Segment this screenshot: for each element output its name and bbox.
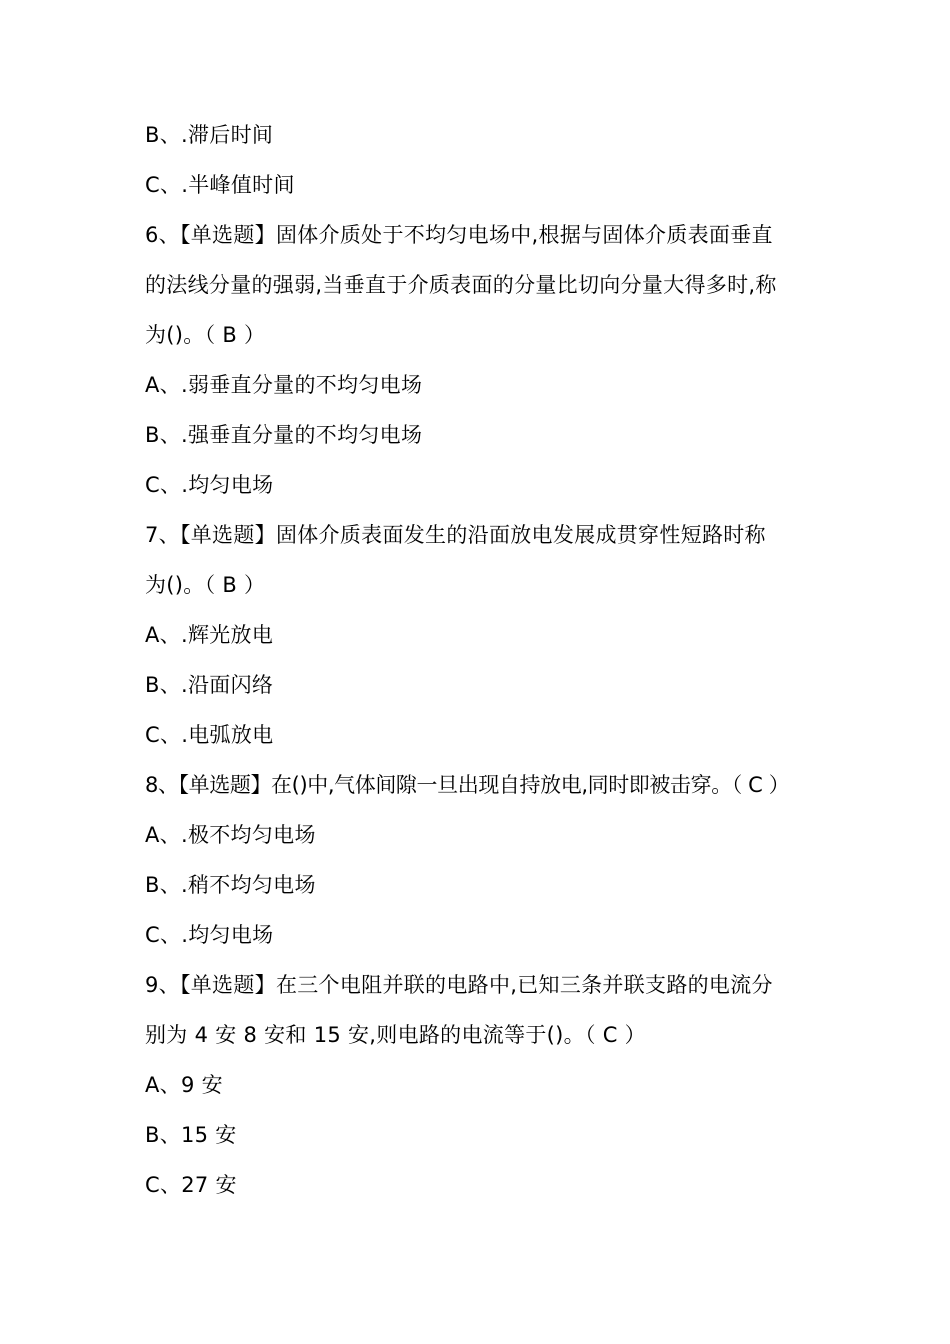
option-c-q8: C、.均匀电场 [145, 923, 274, 947]
option-c-q6: C、.均匀电场 [145, 473, 274, 497]
question-6-line-2: 的法线分量的强弱,当垂直于介质表面的分量比切向分量大得多时,称 [145, 273, 777, 297]
question-9-line-2: 别为 4 安 8 安和 15 安,则电路的电流等于()。（ C ） [145, 1023, 646, 1047]
option-a-q8: A、.极不均匀电场 [145, 823, 316, 847]
question-7-line-2: 为()。（ B ） [145, 573, 266, 597]
option-c-q5: C、.半峰值时间 [145, 173, 295, 197]
option-b-q8: B、.稍不均匀电场 [145, 873, 316, 897]
question-6-line-1: 6、【单选题】固体介质处于不均匀电场中,根据与固体介质表面垂直 [145, 223, 773, 247]
option-b-q9: B、15 安 [145, 1123, 237, 1147]
question-7-line-1: 7、【单选题】固体介质表面发生的沿面放电发展成贯穿性短路时称 [145, 523, 766, 547]
option-b-q7: B、.沿面闪络 [145, 673, 274, 697]
option-a-q6: A、.弱垂直分量的不均匀电场 [145, 373, 423, 397]
option-c-q7: C、.电弧放电 [145, 723, 274, 747]
option-b-q6: B、.强垂直分量的不均匀电场 [145, 423, 423, 447]
option-a-q9: A、9 安 [145, 1073, 223, 1097]
question-6-line-3: 为()。（ B ） [145, 323, 266, 347]
option-c-q9: C、27 安 [145, 1173, 237, 1197]
option-b-q5: B、.滞后时间 [145, 123, 274, 147]
question-8-line-1: 8、【单选题】在()中,气体间隙一旦出现自持放电,同时即被击穿。（ C ） [145, 773, 790, 797]
option-a-q7: A、.辉光放电 [145, 623, 274, 647]
question-9-line-1: 9、【单选题】在三个电阻并联的电路中,已知三条并联支路的电流分 [145, 973, 773, 997]
